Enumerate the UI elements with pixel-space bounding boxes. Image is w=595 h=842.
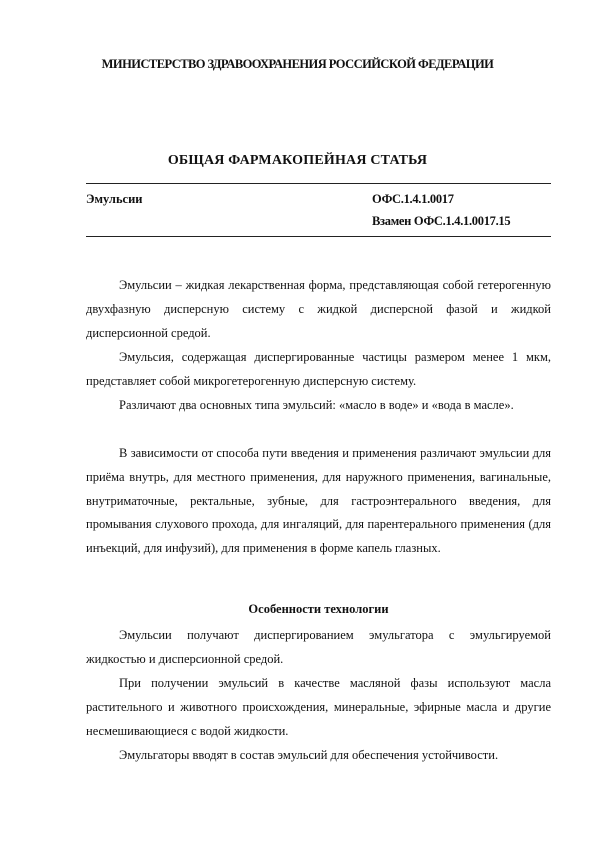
- section-heading: Особенности технологии: [248, 602, 389, 616]
- ministry-heading: МИНИСТЕРСТВО ЗДРАВООХРАНЕНИЯ РОССИЙСКОЙ ФЕДЕРАЦИИ: [101, 57, 494, 71]
- bottom-rule: [86, 236, 551, 237]
- paragraph-preparation: Эмульсии получают диспергированием эмульгатора с эмульгируемой жидкостью и дисперсионной средой.: [86, 628, 551, 666]
- paragraph-definition: Эмульсии – жидкая лекарственная форма, представляющая собой гетерогенную двухфазную дисперсную систему с жидкой дисперсной фазой и жидкой дисперсионной средой.: [86, 278, 551, 340]
- document-type-title: ОБЩАЯ ФАРМАКОПЕЙНАЯ СТАТЬЯ: [167, 153, 428, 168]
- paragraph-microheterogeneous: Эмульсия, содержащая диспергированные частицы размером менее 1 мкм, представляет собой микрогетерогенную дисперсную систему.: [86, 350, 551, 388]
- paragraph-emulsion-types: Различают два основных типа эмульсий: «масло в воде» и «вода в масле».: [119, 398, 514, 412]
- article-title: Эмульсии: [86, 192, 143, 206]
- top-rule: [86, 183, 551, 184]
- paragraph-administration-routes: В зависимости от способа пути введения и применения различают эмульсии для приёма внутрь, для местного применения, для наружного применения, вагинальные, внутриматочные, ректальные, зубные, для гастроэнтерального введения, для промывания слухового прохода, для ингаляций, для парентерального применения (для инъекций, для инфузий), для применения в форме капель глазных.: [86, 446, 551, 556]
- article-replaces: Взамен ОФС.1.4.1.0017.15: [372, 214, 511, 228]
- paragraph-emulsifiers: Эмульгаторы вводят в состав эмульсий для обеспечения устойчивости.: [119, 748, 499, 762]
- paragraph-oil-phase: При получении эмульсий в качестве масляной фазы используют масла растительного и животного происхождения, минеральные, эфирные масла и другие несмешивающиеся с водой жидкости.: [86, 676, 551, 738]
- article-code: ОФС.1.4.1.0017: [372, 192, 454, 206]
